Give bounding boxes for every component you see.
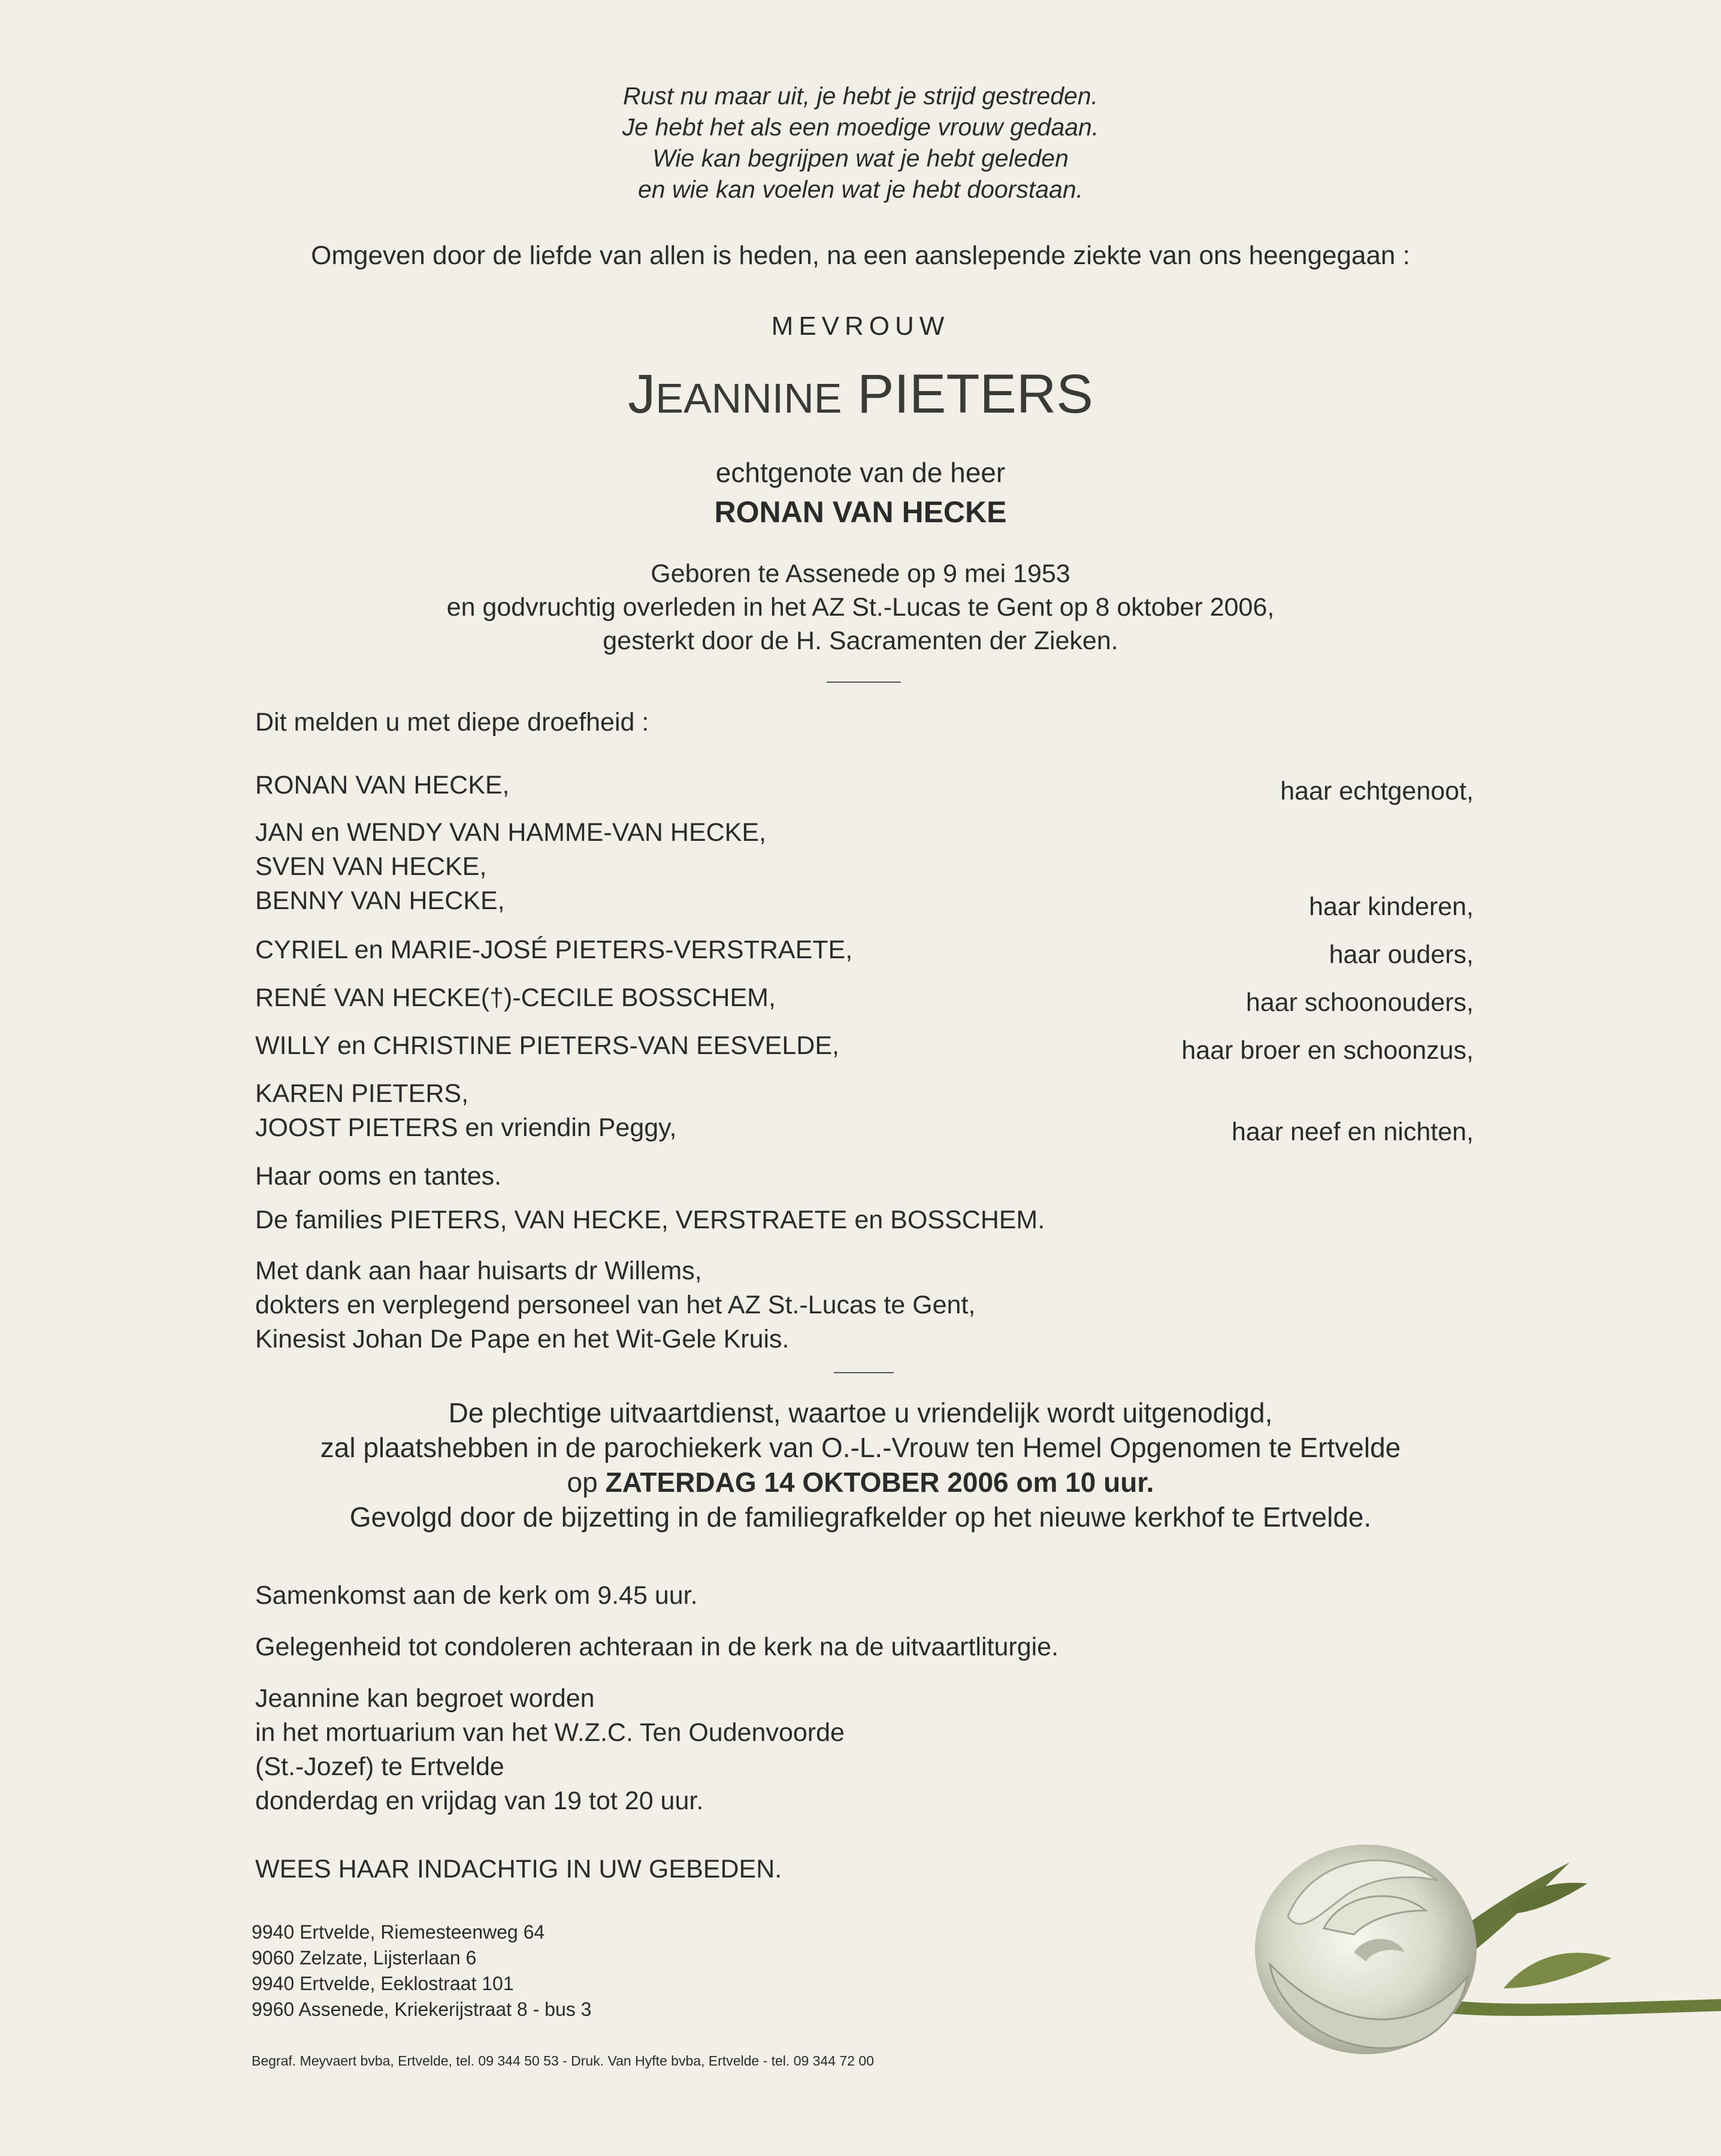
first-name-initial: J xyxy=(628,364,656,425)
mourner: RONAN VAN HECKE, xyxy=(255,771,510,800)
born-line: Geboren te Assenede op 9 mei 1953 xyxy=(651,559,1070,588)
gathering-text: Samenkomst aan de kerk om 9.45 uur. xyxy=(255,1581,698,1610)
address-line: 9940 Ertvelde, Eeklostraat 101 xyxy=(252,1973,514,1994)
address-line: 9940 Ertvelde, Riemesteenweg 64 xyxy=(252,1921,545,1943)
deceased-name xyxy=(0,363,1721,426)
address-line: 9060 Zelzate, Lijsterlaan 6 xyxy=(252,1947,477,1969)
service-date-prefix: op xyxy=(567,1467,606,1498)
thanks-line: Met dank aan haar huisarts dr Willems, xyxy=(255,1256,702,1285)
spouse-line: echtgenote van de heer xyxy=(715,457,1006,488)
funeral-service xyxy=(0,1395,1721,1534)
poem xyxy=(0,80,1721,205)
relation: haar schoonouders, xyxy=(1245,988,1474,1017)
address-line: 9960 Assenede, Kriekerijstraat 8 - bus 3 xyxy=(252,1998,592,2020)
families: De families PIETERS, VAN HECKE, VERSTRAETE en BOSSCHEM. xyxy=(255,1206,1045,1234)
printer-credits: Begraf. Meyvaert bvba, Ertvelde, tel. 09 344 50 53 - Druk. Van Hyfte bvba, Ertvelde - tel. 09 344 72 00 xyxy=(252,2053,874,2069)
mourner: KAREN PIETERS, xyxy=(255,1079,469,1108)
visitation-line: in het mortuarium van het W.Z.C. Ten Oudenvoorde xyxy=(255,1718,845,1747)
announce-text: Dit melden u met diepe droefheid : xyxy=(255,708,649,737)
service-date: ZATERDAG 14 OKTOBER 2006 om 10 uur. xyxy=(605,1467,1154,1498)
first-name-rest: EANNINE xyxy=(655,375,842,422)
relation: haar neef en nichten, xyxy=(1231,1118,1474,1146)
poem-line: Rust nu maar uit, je hebt je strijd gestreden. xyxy=(622,82,1099,110)
service-line: zal plaatshebben in de parochiekerk van O.-L.-Vrouw ten Hemel Opgenomen te Ertvelde xyxy=(320,1432,1401,1463)
died-line: en godvruchtig overleden in het AZ St.-Lucas te Gent op 8 oktober 2006, xyxy=(446,593,1275,622)
poem-line: Wie kan begrijpen wat je hebt geleden xyxy=(652,144,1069,172)
birth-death-info xyxy=(0,557,1721,658)
mourner: WILLY en CHRISTINE PIETERS-VAN EESVELDE, xyxy=(255,1031,839,1060)
relation: haar ouders, xyxy=(1329,940,1474,969)
divider xyxy=(827,682,901,683)
intro-text: Omgeven door de liefde van allen is heden, na een aanslepende ziekte van ons heengegaan : xyxy=(311,241,1410,270)
spouse-name: RONAN VAN HECKE xyxy=(714,495,1007,529)
title-mevrouw: MEVROUW xyxy=(771,311,950,341)
thanks-line: dokters en verplegend personeel van het AZ St.-Lucas te Gent, xyxy=(255,1291,976,1319)
mourner: JOOST PIETERS en vriendin Peggy, xyxy=(255,1113,677,1142)
poem-line: Je hebt het als een moedige vrouw gedaan. xyxy=(622,113,1099,141)
thanks-line: Kinesist Johan De Pape en het Wit-Gele Kruis. xyxy=(255,1325,790,1353)
service-line: De plechtige uitvaartdienst, waartoe u vriendelijk wordt uitgenodigd, xyxy=(448,1397,1273,1428)
relation: haar echtgenoot, xyxy=(1280,777,1474,806)
visitation-line: (St.-Jozef) te Ertvelde xyxy=(255,1752,504,1781)
relation: haar broer en schoonzus, xyxy=(1181,1036,1474,1065)
mourner: JAN en WENDY VAN HAMME-VAN HECKE, xyxy=(255,818,766,847)
last-name: PIETERS xyxy=(857,364,1093,425)
rose-illustration xyxy=(1252,1809,1721,2084)
visitation-line: Jeannine kan begroet worden xyxy=(255,1684,595,1713)
relation: haar kinderen, xyxy=(1309,892,1474,921)
service-date-line xyxy=(0,1465,1721,1500)
condolences-text: Gelegenheid tot condoleren achteraan in de kerk na de uitvaartliturgie. xyxy=(255,1633,1059,1661)
divider xyxy=(834,1372,894,1373)
mourner: CYRIEL en MARIE-JOSÉ PIETERS-VERSTRAETE, xyxy=(255,935,853,964)
uncles-aunts: Haar ooms en tantes. xyxy=(255,1162,502,1191)
remember-text: WEES HAAR INDACHTIG IN UW GEBEDEN. xyxy=(255,1855,782,1884)
mourner: BENNY VAN HECKE, xyxy=(255,886,505,915)
service-line: Gevolgd door de bijzetting in de familiegrafkelder op het nieuwe kerkhof te Ertvelde. xyxy=(349,1501,1372,1533)
family-addresses xyxy=(252,1919,591,2022)
poem-line: en wie kan voelen wat je hebt doorstaan. xyxy=(637,175,1084,203)
mourner: RENÉ VAN HECKE(†)-CECILE BOSSCHEM, xyxy=(255,983,776,1012)
sacrament-line: gesterkt door de H. Sacramenten der Zieken. xyxy=(603,626,1118,655)
visitation-line: donderdag en vrijdag van 19 tot 20 uur. xyxy=(255,1786,704,1815)
mourner: SVEN VAN HECKE, xyxy=(255,852,487,881)
